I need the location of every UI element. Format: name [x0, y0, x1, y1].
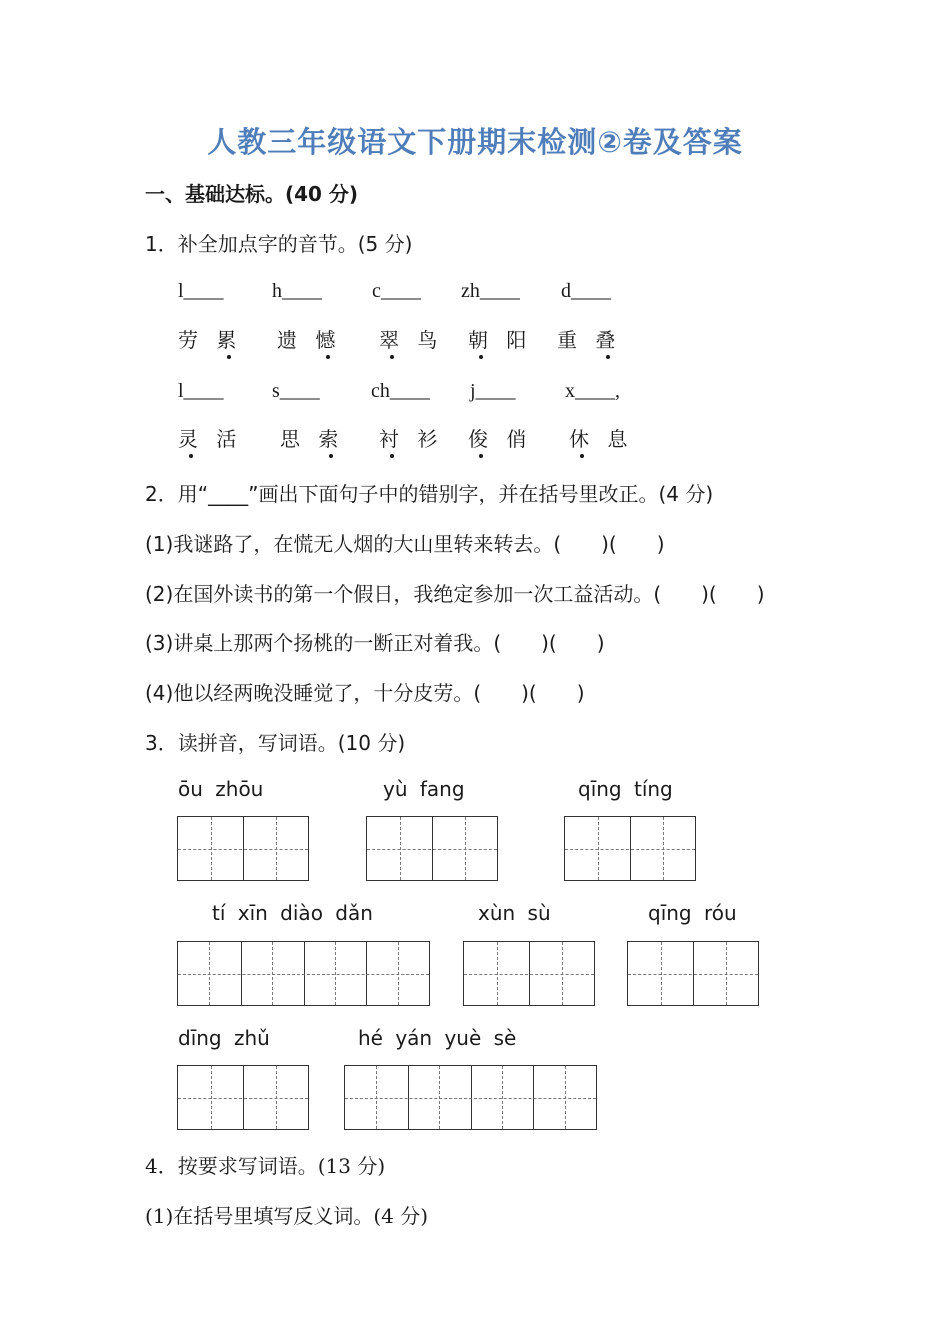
pinyin-blank: l____ [178, 380, 224, 402]
dotted-char: 俊 [468, 427, 494, 451]
pinyin-prompt: dīng zhǔ [178, 1026, 270, 1050]
word-pair: 遗 憾 [277, 328, 342, 352]
dotted-char: 憾 [315, 328, 342, 352]
pinyin-blank: l____ [178, 280, 224, 302]
question-4-subheading: (1)在括号里填写反义词。(4 分) [145, 1204, 429, 1228]
question-3-heading: 3．读拼音，写词语。(10 分) [145, 731, 406, 755]
dotted-char: 累 [216, 328, 243, 352]
writing-grid[interactable] [366, 816, 498, 881]
pinyin-prompt: qīng tíng [578, 777, 673, 801]
dotted-char: 索 [318, 427, 345, 451]
question-item: (3)讲桌上那两个扬桃的一断正对着我。( )( ) [145, 631, 605, 655]
writing-grid[interactable] [627, 941, 759, 1006]
pinyin-prompt: xùn sù [478, 901, 551, 925]
writing-grid[interactable] [463, 941, 595, 1006]
pinyin-prompt: hé yán yuè sè [358, 1026, 517, 1050]
question-item: (2)在国外读书的第一个假日，我绝定参加一次工益活动。( )( ) [145, 582, 765, 606]
pinyin-blank: zh____ [461, 280, 520, 302]
question-item: (4)他以经两晚没睡觉了，十分皮劳。( )( ) [145, 681, 585, 705]
pinyin-prompt: ōu zhōu [178, 777, 264, 801]
section-heading: 一、基础达标。(40 分) [145, 182, 359, 206]
dotted-char: 休 [569, 427, 595, 451]
word-pair: 劳 累 [178, 328, 243, 352]
pinyin-blank: c____ [372, 280, 421, 302]
dotted-char: 灵 [178, 427, 204, 451]
page-title: 人教三年级语文下册期末检测②卷及答案 [207, 125, 743, 159]
pinyin-prompt: qīng róu [648, 901, 737, 925]
writing-grid[interactable] [177, 1065, 309, 1130]
question-4-heading: 4．按要求写词语。(13 分) [145, 1154, 386, 1178]
writing-grid[interactable] [177, 816, 309, 881]
dotted-char: 叠 [595, 328, 622, 352]
word-pair: 朝 阳 [468, 328, 533, 352]
dotted-char: 朝 [468, 328, 494, 352]
pinyin-blank: d____ [561, 280, 611, 302]
word-pair: 灵 活 [178, 427, 243, 451]
writing-grid[interactable] [344, 1065, 597, 1130]
pinyin-prompt: yù fang [383, 777, 465, 801]
question-1-heading: 1．补全加点字的音节。(5 分) [145, 232, 413, 256]
dotted-char: 衬 [379, 427, 405, 451]
pinyin-blank: x____, [565, 380, 620, 402]
word-pair: 休 息 [569, 427, 634, 451]
pinyin-prompt: tí xīn diào dǎn [212, 901, 373, 925]
word-pair: 俊 俏 [468, 427, 533, 451]
pinyin-blank: h____ [272, 280, 322, 302]
word-pair: 翠 鸟 [379, 328, 444, 352]
writing-grid[interactable] [564, 816, 696, 881]
pinyin-blank: s____ [272, 380, 320, 402]
question-2-heading: 2．用“____”画出下面句子中的错别字，并在括号里改正。(4 分) [145, 482, 714, 506]
dotted-char: 翠 [379, 328, 405, 352]
writing-grid[interactable] [177, 941, 430, 1006]
word-pair: 重 叠 [557, 328, 622, 352]
pinyin-blank: ch____ [371, 380, 430, 402]
pinyin-blank: j____ [470, 380, 516, 402]
word-pair: 衬 衫 [379, 427, 444, 451]
word-pair: 思 索 [280, 427, 345, 451]
question-item: (1)我谜路了，在慌无人烟的大山里转来转去。( )( ) [145, 532, 665, 556]
